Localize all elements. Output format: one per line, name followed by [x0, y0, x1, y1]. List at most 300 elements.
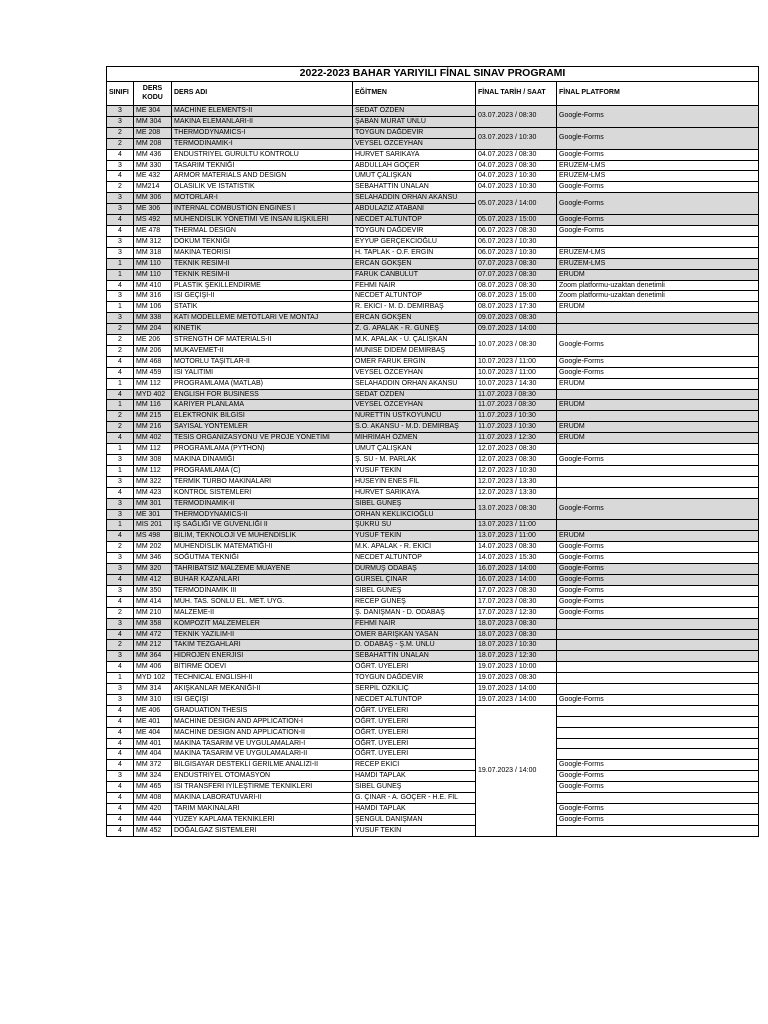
cell-ders-adi: YÜZEY KAPLAMA TEKNİKLERİ	[172, 814, 353, 825]
table-row	[107, 596, 759, 607]
cell-sinif: 4	[107, 574, 134, 585]
cell-ders-kodu: MM 316	[134, 291, 172, 302]
cell-ders-adi: AKIŞKANLAR MEKANİĞİ-II	[172, 684, 353, 695]
cell-sinif: 2	[107, 182, 134, 193]
cell-egitmen: ABDULLAH GÖÇER	[353, 160, 476, 171]
table-row	[107, 411, 759, 422]
cell-sinif: 1	[107, 673, 134, 684]
table-row	[107, 455, 759, 466]
cell-egitmen: HÜRVET SARIKAYA	[353, 487, 476, 498]
cell-ders-kodu: MİS 201	[134, 520, 172, 531]
cell-sinif: 2	[107, 127, 134, 138]
cell-sinif: 4	[107, 531, 134, 542]
cell-ders-kodu: MM 436	[134, 149, 172, 160]
cell-ders-kodu: MM 110	[134, 258, 172, 269]
cell-platform: ERUZEM-LMS	[557, 247, 759, 258]
cell-ders-adi: PROGRAMLAMA (PYTHON)	[172, 444, 353, 455]
cell-egitmen: UMUT ÇALIŞKAN	[353, 171, 476, 182]
cell-ders-adi: BİTİRME ÖDEVİ	[172, 662, 353, 673]
cell-platform: Google-Forms	[557, 225, 759, 236]
cell-sinif: 3	[107, 116, 134, 127]
cell-ders-kodu: MM 338	[134, 313, 172, 324]
cell-sinif: 3	[107, 291, 134, 302]
cell-egitmen: ERCAN GÖKŞEN	[353, 258, 476, 269]
cell-sinif: 1	[107, 465, 134, 476]
cell-ders-adi: İŞ SAĞLIĞI VE GÜVENLİĞİ II	[172, 520, 353, 531]
table-row	[107, 574, 759, 585]
cell-sinif: 3	[107, 476, 134, 487]
cell-egitmen: MUNİSE DİDEM DEMİRBAŞ	[353, 345, 476, 356]
cell-sinif: 3	[107, 553, 134, 564]
cell-platform: Google-Forms	[557, 596, 759, 607]
cell-sinif: 2	[107, 335, 134, 346]
cell-sinif: 4	[107, 487, 134, 498]
cell-ders-adi: PROGRAMLAMA (MATLAB)	[172, 378, 353, 389]
cell-egitmen: YUSUF TEKİN	[353, 465, 476, 476]
cell-ders-adi: MACHINE ELEMENTS-II	[172, 106, 353, 117]
cell-egitmen: ÖĞRT. ÜYELERİ	[353, 705, 476, 716]
cell-ders-kodu: MM 465	[134, 782, 172, 793]
cell-ders-kodu: ME 478	[134, 225, 172, 236]
cell-egitmen: ÖĞRT. ÜYELERİ	[353, 716, 476, 727]
cell-ders-kodu: MM 310	[134, 694, 172, 705]
cell-ders-kodu: MM 314	[134, 684, 172, 695]
table-row	[107, 629, 759, 640]
cell-tarih-saat: 11.07.2023 / 08:30	[476, 400, 557, 411]
cell-ders-adi: ENDÜSTRİYEL GÜRÜLTÜ KONTROLÜ	[172, 149, 353, 160]
table-row	[107, 564, 759, 575]
cell-egitmen: VEYSEL ÖZCEYHAN	[353, 400, 476, 411]
cell-ders-kodu: ME 306	[134, 204, 172, 215]
cell-sinif: 3	[107, 509, 134, 520]
cell-platform: Google-Forms	[557, 574, 759, 585]
table-row	[107, 618, 759, 629]
cell-egitmen: R. EKİCİ - M. D. DEMİRBAŞ	[353, 302, 476, 313]
table-row	[107, 313, 759, 324]
cell-egitmen: Z. G. APALAK - R. GÜNEŞ	[353, 324, 476, 335]
cell-ders-kodu: MM214	[134, 182, 172, 193]
cell-egitmen: HAMDİ TAPLAK	[353, 771, 476, 782]
cell-ders-adi: PROGRAMLAMA (C)	[172, 465, 353, 476]
cell-sinif: 4	[107, 596, 134, 607]
cell-platform	[557, 705, 759, 716]
cell-tarih-saat: 07.07.2023 / 08:30	[476, 258, 557, 269]
cell-ders-adi: ENGLISH FOR BUSINESS	[172, 389, 353, 400]
cell-ders-kodu: MM 301	[134, 498, 172, 509]
table-row	[107, 553, 759, 564]
cell-tarih-saat: 18.07.2023 / 08:30	[476, 629, 557, 640]
cell-ders-kodu: MM 322	[134, 476, 172, 487]
cell-ders-adi: TERMODİNAMİK-I	[172, 138, 353, 149]
cell-ders-adi: INTERNAL COMBUSTION ENGINES I	[172, 204, 353, 215]
cell-egitmen: ÖĞRT. ÜYELERİ	[353, 738, 476, 749]
cell-ders-kodu: ME 206	[134, 335, 172, 346]
cell-ders-adi: KONTROL SİSTEMLERİ	[172, 487, 353, 498]
cell-ders-adi: TERMODİNAMİK-II	[172, 498, 353, 509]
cell-egitmen: TOYGUN DAĞDEVİR	[353, 673, 476, 684]
cell-platform	[557, 738, 759, 749]
cell-tarih-saat: 09.07.2023 / 14:00	[476, 324, 557, 335]
cell-ders-adi: TARIM MAKİNALARI	[172, 804, 353, 815]
cell-sinif: 3	[107, 694, 134, 705]
cell-egitmen: ÖMER BARIŞKAN YASAN	[353, 629, 476, 640]
cell-ders-kodu: MM 346	[134, 553, 172, 564]
table-row	[107, 367, 759, 378]
table-row	[107, 814, 759, 825]
cell-ders-adi: PLASTİK ŞEKİLLENDİRME	[172, 280, 353, 291]
cell-ders-adi: BİLGİSAYAR DESTEKLİ GERİLME ANALİZİ-II	[172, 760, 353, 771]
cell-ders-adi: DÖKÜM TEKNİĞİ	[172, 236, 353, 247]
cell-platform	[557, 651, 759, 662]
table-row	[107, 585, 759, 596]
cell-sinif: 3	[107, 585, 134, 596]
cell-tarih-saat: 04.07.2023 / 10:30	[476, 171, 557, 182]
cell-platform	[557, 520, 759, 531]
cell-ders-kodu: MM 202	[134, 542, 172, 553]
cell-egitmen: GÜRSEL ÇINAR	[353, 574, 476, 585]
cell-ders-adi: KİNETİK	[172, 324, 353, 335]
cell-ders-adi: HİDROJEN ENERJİSİ	[172, 651, 353, 662]
cell-platform: Google-Forms	[557, 215, 759, 226]
cell-egitmen: H. TAPLAK - Ö.F. ERGİN	[353, 247, 476, 258]
cell-egitmen: UMUT ÇALIŞKAN	[353, 444, 476, 455]
cell-ders-kodu: MM 324	[134, 771, 172, 782]
cell-ders-adi: TAHRİBATSIZ MALZEME MUAYENE	[172, 564, 353, 575]
cell-tarih-saat: 10.07.2023 / 11:00	[476, 367, 557, 378]
cell-tarih-saat: 17.07.2023 / 08:30	[476, 596, 557, 607]
cell-tarih-saat: 18.07.2023 / 12:30	[476, 651, 557, 662]
cell-ders-adi: BİLİM, TEKNOLOJİ VE MÜHENDİSLİK	[172, 531, 353, 542]
cell-tarih-saat: 19.07.2023 / 14:00	[476, 705, 557, 836]
table-row	[107, 193, 759, 204]
cell-egitmen: SEDAT ÖZDEN	[353, 106, 476, 117]
cell-ders-adi: MAKİNA LABORATUVARI-II	[172, 793, 353, 804]
table-row	[107, 487, 759, 498]
cell-platform: ERUDM	[557, 433, 759, 444]
table-row	[107, 662, 759, 673]
cell-ders-kodu: MM 318	[134, 247, 172, 258]
table-row	[107, 793, 759, 804]
cell-ders-kodu: MM 412	[134, 574, 172, 585]
cell-sinif: 3	[107, 204, 134, 215]
table-row	[107, 825, 759, 836]
cell-ders-kodu: MM 459	[134, 367, 172, 378]
cell-sinif: 1	[107, 520, 134, 531]
cell-egitmen: RECEP GÜNEŞ	[353, 596, 476, 607]
cell-sinif: 1	[107, 258, 134, 269]
table-row	[107, 225, 759, 236]
table-row	[107, 378, 759, 389]
cell-ders-kodu: MM 312	[134, 236, 172, 247]
table-row	[107, 324, 759, 335]
table-row	[107, 673, 759, 684]
cell-ders-adi: STATİK	[172, 302, 353, 313]
cell-platform	[557, 324, 759, 335]
cell-platform: Google-Forms	[557, 149, 759, 160]
cell-platform	[557, 444, 759, 455]
cell-ders-kodu: MM 468	[134, 356, 172, 367]
table-row	[107, 258, 759, 269]
cell-ders-adi: TECHNICAL ENGLISH-II	[172, 673, 353, 684]
cell-tarih-saat: 05.07.2023 / 15:00	[476, 215, 557, 226]
cell-egitmen: NECDET ALTUNTOP	[353, 291, 476, 302]
header-egitmen: EĞİTMEN	[353, 82, 476, 106]
table-row	[107, 106, 759, 117]
cell-sinif: 4	[107, 225, 134, 236]
cell-platform	[557, 629, 759, 640]
table-row	[107, 804, 759, 815]
cell-sinif: 4	[107, 793, 134, 804]
cell-egitmen: G. ÇINAR - A. GÖÇER - H.E. FİL	[353, 793, 476, 804]
cell-egitmen: SİBEL GÜNEŞ	[353, 782, 476, 793]
cell-platform: Google-Forms	[557, 585, 759, 596]
cell-egitmen: NURETTİN ÜSTKOYUNCU	[353, 411, 476, 422]
cell-egitmen: ŞÜKRÜ SU	[353, 520, 476, 531]
cell-platform: Google-Forms	[557, 182, 759, 193]
cell-ders-adi: TEKNİK RESİM-II	[172, 258, 353, 269]
cell-ders-kodu: ME 406	[134, 705, 172, 716]
cell-ders-adi: ELEKTRONİK BİLGİSİ	[172, 411, 353, 422]
header-ders-kodu: DERS KODU	[134, 82, 172, 106]
cell-sinif: 4	[107, 749, 134, 760]
cell-sinif: 1	[107, 378, 134, 389]
cell-ders-kodu: MM 423	[134, 487, 172, 498]
cell-egitmen: HÜRVET SARIKAYA	[353, 149, 476, 160]
cell-sinif: 2	[107, 640, 134, 651]
cell-sinif: 2	[107, 607, 134, 618]
cell-ders-adi: TASARIM TEKNİĞİ	[172, 160, 353, 171]
cell-sinif: 1	[107, 269, 134, 280]
cell-sinif: 3	[107, 193, 134, 204]
cell-platform: Google-Forms	[557, 804, 759, 815]
cell-sinif: 4	[107, 662, 134, 673]
cell-platform: Google-Forms	[557, 607, 759, 618]
cell-ders-kodu: MM 112	[134, 378, 172, 389]
cell-platform	[557, 684, 759, 695]
table-row	[107, 640, 759, 651]
cell-platform: Google-Forms	[557, 193, 759, 215]
cell-ders-kodu: MYD 102	[134, 673, 172, 684]
cell-ders-adi: KATI MODELLEME METOTLARI VE MONTAJ	[172, 313, 353, 324]
cell-egitmen: NECDET ALTUNTOP	[353, 215, 476, 226]
cell-egitmen: ŞABAN MURAT ÜNLÜ	[353, 116, 476, 127]
cell-sinif: 4	[107, 149, 134, 160]
cell-ders-adi: STRENGTH OF MATERIALS-II	[172, 335, 353, 346]
cell-ders-kodu: ME 304	[134, 106, 172, 117]
cell-tarih-saat: 19.07.2023 / 08:30	[476, 673, 557, 684]
cell-ders-kodu: MM 372	[134, 760, 172, 771]
table-row	[107, 291, 759, 302]
cell-egitmen: SEBAHATTİN ÜNALAN	[353, 182, 476, 193]
cell-platform	[557, 313, 759, 324]
cell-sinif: 4	[107, 705, 134, 716]
table-row	[107, 127, 759, 138]
cell-sinif: 3	[107, 160, 134, 171]
cell-ders-kodu: MM 210	[134, 607, 172, 618]
cell-ders-kodu: ME 432	[134, 171, 172, 182]
cell-sinif: 4	[107, 738, 134, 749]
table-row	[107, 498, 759, 509]
table-row	[107, 651, 759, 662]
cell-ders-adi: TEKNİK YAZILIM-II	[172, 629, 353, 640]
cell-ders-kodu: MM 330	[134, 160, 172, 171]
schedule-body	[107, 106, 759, 837]
table-row	[107, 171, 759, 182]
cell-ders-adi: DOĞALGAZ SİSTEMLERİ	[172, 825, 353, 836]
cell-platform: Zoom platformu-uzaktan denetimli	[557, 280, 759, 291]
cell-ders-kodu: MM 110	[134, 269, 172, 280]
cell-tarih-saat: 14.07.2023 / 08:30	[476, 542, 557, 553]
cell-tarih-saat: 07.07.2023 / 08:30	[476, 269, 557, 280]
cell-egitmen: VEYSEL ÖZCEYHAN	[353, 138, 476, 149]
cell-ders-adi: TAKIM TEZGAHLARI	[172, 640, 353, 651]
cell-egitmen: SEBAHATTİN ÜNALAN	[353, 651, 476, 662]
cell-sinif: 3	[107, 236, 134, 247]
header-ders-adi: DERS ADI	[172, 82, 353, 106]
cell-ders-kodu: MM 472	[134, 629, 172, 640]
cell-tarih-saat: 10.07.2023 / 11:00	[476, 356, 557, 367]
cell-sinif: 4	[107, 367, 134, 378]
cell-ders-kodu: ME 208	[134, 127, 172, 138]
cell-ders-kodu: MM 212	[134, 640, 172, 651]
cell-sinif: 2	[107, 345, 134, 356]
cell-sinif: 3	[107, 455, 134, 466]
cell-ders-adi: TERMODİNAMİK III	[172, 585, 353, 596]
header-row	[107, 82, 759, 106]
cell-egitmen: TOYGUN DAĞDEVİR	[353, 127, 476, 138]
cell-egitmen: TOYGUN DAĞDEVİR	[353, 225, 476, 236]
cell-ders-kodu: MM 420	[134, 804, 172, 815]
cell-egitmen: RECEP EKİCİ	[353, 760, 476, 771]
cell-tarih-saat: 14.07.2023 / 15:30	[476, 553, 557, 564]
cell-tarih-saat: 18.07.2023 / 08:30	[476, 618, 557, 629]
header-platform: FİNAL PLATFORM	[557, 82, 759, 106]
cell-ders-adi: GRADUATION THESIS	[172, 705, 353, 716]
cell-ders-adi: THERMODYNAMICS-II	[172, 509, 353, 520]
cell-ders-kodu: MM 308	[134, 455, 172, 466]
table-row	[107, 215, 759, 226]
cell-tarih-saat: 12.07.2023 / 08:30	[476, 455, 557, 466]
page-title: 2022-2023 BAHAR YARIYILI FİNAL SINAV PROGRAMI	[107, 67, 759, 82]
table-row	[107, 444, 759, 455]
cell-ders-adi: ENDÜSTRİYEL OTOMASYON	[172, 771, 353, 782]
cell-egitmen: ÖĞRT. ÜYELERİ	[353, 749, 476, 760]
cell-egitmen: VEYSEL ÖZCEYHAN	[353, 367, 476, 378]
cell-ders-adi: ISI GEÇİŞİ	[172, 694, 353, 705]
cell-tarih-saat: 19.07.2023 / 14:00	[476, 694, 557, 705]
header-sinif: SINIFI	[107, 82, 134, 106]
cell-ders-adi: ARMOR MATERIALS AND DESIGN	[172, 171, 353, 182]
cell-ders-adi: ISI TRANSFERİ İYİLEŞTİRME TEKNİKLERİ	[172, 782, 353, 793]
cell-ders-adi: ISI YALITIMI	[172, 367, 353, 378]
cell-sinif: 4	[107, 215, 134, 226]
cell-tarih-saat: 11.07.2023 / 08:30	[476, 389, 557, 400]
table-row	[107, 607, 759, 618]
exam-schedule-sheet	[106, 66, 758, 837]
table-row	[107, 520, 759, 531]
cell-platform: ERUDM	[557, 531, 759, 542]
cell-ders-adi: MAKİNA ELEMANLARI-II	[172, 116, 353, 127]
cell-sinif: 4	[107, 356, 134, 367]
cell-platform: ERUDM	[557, 269, 759, 280]
table-row	[107, 760, 759, 771]
cell-tarih-saat: 06.07.2023 / 10:30	[476, 247, 557, 258]
cell-egitmen: ÖMER FARUK ERGİN	[353, 356, 476, 367]
cell-ders-kodu: MM 320	[134, 564, 172, 575]
cell-platform: Google-Forms	[557, 542, 759, 553]
cell-ders-kodu: ME 404	[134, 727, 172, 738]
cell-platform: ERUDM	[557, 302, 759, 313]
cell-egitmen: HAMDİ TAPLAK	[353, 804, 476, 815]
cell-egitmen: YUSUF TEKİN	[353, 531, 476, 542]
cell-platform	[557, 673, 759, 684]
cell-platform: Google-Forms	[557, 106, 759, 128]
cell-tarih-saat: 18.07.2023 / 10:30	[476, 640, 557, 651]
cell-egitmen: FARUK CANBULUT	[353, 269, 476, 280]
cell-platform: Google-Forms	[557, 455, 759, 466]
table-row	[107, 542, 759, 553]
cell-platform: Google-Forms	[557, 760, 759, 771]
table-row	[107, 531, 759, 542]
cell-sinif: 3	[107, 106, 134, 117]
cell-platform: Google-Forms	[557, 782, 759, 793]
cell-ders-adi: TERMİK TÜRBO MAKİNALARI	[172, 476, 353, 487]
cell-egitmen: Ş. SU - M. PARLAK	[353, 455, 476, 466]
cell-platform	[557, 727, 759, 738]
cell-ders-adi: SAYISAL YÖNTEMLER	[172, 422, 353, 433]
cell-ders-adi: MAKİNA DİNAMİĞİ	[172, 455, 353, 466]
table-row	[107, 694, 759, 705]
table-row	[107, 749, 759, 760]
cell-platform	[557, 389, 759, 400]
cell-sinif: 3	[107, 313, 134, 324]
table-row	[107, 684, 759, 695]
cell-ders-adi: MACHINE DESIGN AND APPLICATION-I	[172, 716, 353, 727]
table-row	[107, 247, 759, 258]
cell-platform	[557, 487, 759, 498]
cell-platform: Google-Forms	[557, 814, 759, 825]
cell-tarih-saat: 12.07.2023 / 10:30	[476, 465, 557, 476]
cell-platform: ERUZEM-LMS	[557, 160, 759, 171]
cell-tarih-saat: 08.07.2023 / 17:30	[476, 302, 557, 313]
cell-ders-kodu: MM 410	[134, 280, 172, 291]
cell-tarih-saat: 11.07.2023 / 10:30	[476, 422, 557, 433]
cell-sinif: 1	[107, 302, 134, 313]
cell-tarih-saat: 09.07.2023 / 08:30	[476, 313, 557, 324]
table-row	[107, 280, 759, 291]
cell-ders-adi: SOĞUTMA TEKNİĞİ	[172, 553, 353, 564]
cell-sinif: 2	[107, 411, 134, 422]
cell-ders-adi: MOTORLU TAŞITLAR-II	[172, 356, 353, 367]
cell-ders-adi: MÜHENDİSLİK YÖNETİMİ VE İNSAN İLİŞKİLERİ	[172, 215, 353, 226]
cell-sinif: 1	[107, 400, 134, 411]
cell-sinif: 4	[107, 433, 134, 444]
table-row	[107, 738, 759, 749]
cell-egitmen: ORHAN KEKLİKCİOĞLU	[353, 509, 476, 520]
cell-ders-adi: MAKİNA TASARIM VE UYGULAMALARI-I	[172, 738, 353, 749]
cell-ders-adi: MÜH. TAS. SONLU EL. MET. UYG.	[172, 596, 353, 607]
cell-egitmen: DURMUŞ ODABAŞ	[353, 564, 476, 575]
table-row	[107, 236, 759, 247]
cell-egitmen: D. ODABAŞ - Ş.M. ÜNLÜ	[353, 640, 476, 651]
cell-sinif: 3	[107, 651, 134, 662]
cell-ders-adi: MAKİNA TEORİSİ	[172, 247, 353, 258]
cell-ders-kodu: MYD 402	[134, 389, 172, 400]
cell-tarih-saat: 11.07.2023 / 10:30	[476, 411, 557, 422]
cell-ders-adi: MUKAVEMET-II	[172, 345, 353, 356]
cell-platform	[557, 825, 759, 836]
cell-sinif: 3	[107, 564, 134, 575]
